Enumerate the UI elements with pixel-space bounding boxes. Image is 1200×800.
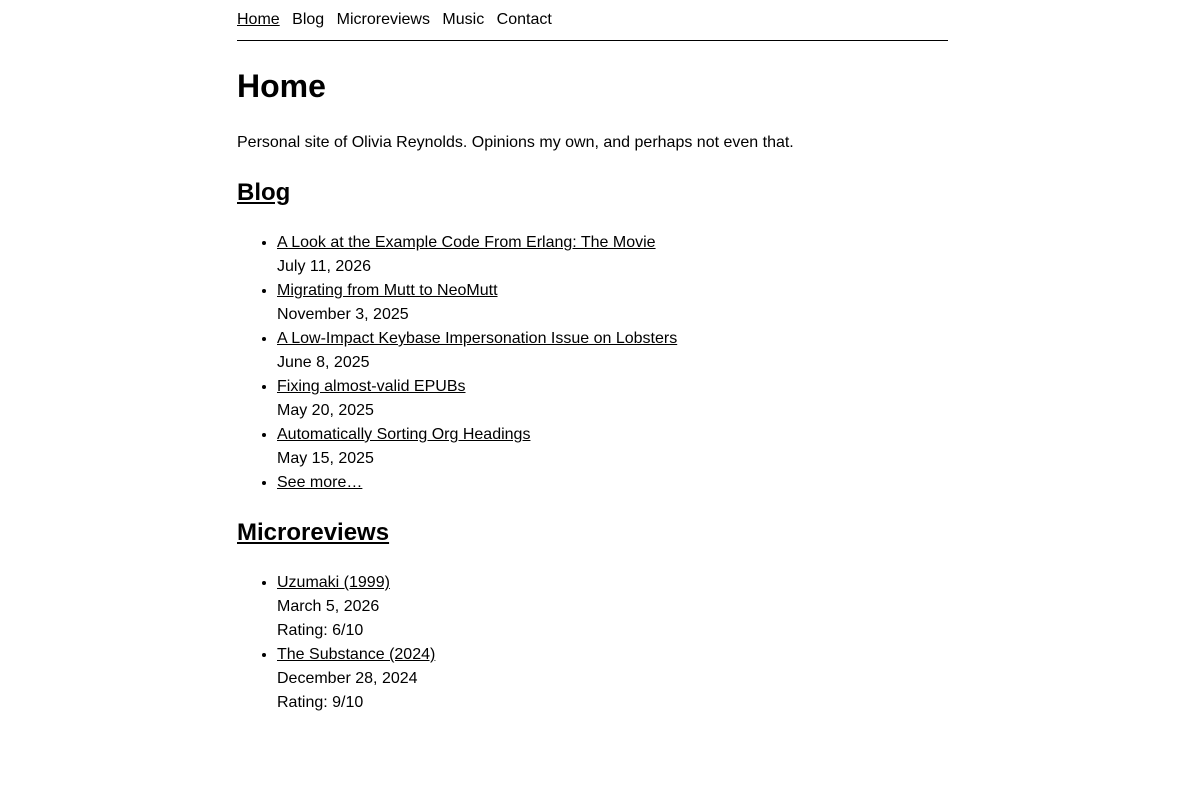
blog-post-link[interactable]: Fixing almost-valid EPUBs — [277, 378, 466, 395]
microreview-date: March 5, 2026 — [277, 598, 380, 615]
list-item — [277, 375, 677, 423]
blog-section-heading — [237, 179, 290, 207]
nav-link-music[interactable]: Music — [442, 11, 485, 28]
blog-post-list — [237, 231, 677, 495]
microreview-link[interactable]: Uzumaki (1999) — [277, 574, 390, 591]
list-item — [277, 643, 435, 715]
nav-link-blog[interactable]: Blog — [292, 11, 325, 28]
blog-post-link[interactable]: Automatically Sorting Org Headings — [277, 426, 531, 443]
page-title: Home — [237, 68, 326, 104]
blog-post-link[interactable]: A Look at the Example Code From Erlang: The Movie — [277, 234, 656, 251]
nav-link-home[interactable]: Home — [237, 11, 280, 28]
list-item — [277, 279, 677, 327]
nav-link-contact[interactable]: Contact — [496, 11, 552, 28]
microreviews-section-heading — [237, 519, 389, 547]
list-item — [277, 423, 677, 471]
blog-post-date: July 11, 2026 — [277, 258, 371, 275]
microreview-rating: Rating: 9/10 — [277, 694, 364, 711]
microreview-list — [237, 571, 435, 715]
list-item — [277, 327, 677, 375]
blog-heading-link[interactable]: Blog — [237, 179, 291, 206]
blog-post-date: November 3, 2025 — [277, 306, 409, 323]
microreview-link[interactable]: The Substance (2024) — [277, 646, 436, 663]
blog-post-link[interactable]: A Low-Impact Keybase Impersonation Issue on Lobsters — [277, 330, 678, 347]
page-container — [237, 0, 948, 711]
blog-post-link[interactable]: Migrating from Mutt to NeoMutt — [277, 282, 498, 299]
list-item — [277, 571, 435, 643]
list-item — [277, 471, 677, 495]
microreview-rating: Rating: 6/10 — [277, 622, 364, 639]
blog-post-date: June 8, 2025 — [277, 354, 370, 371]
site-intro: Personal site of Olivia Reynolds. Opinions my own, and perhaps not even that. — [237, 134, 794, 151]
microreview-date: December 28, 2024 — [277, 670, 418, 687]
list-item — [277, 231, 677, 279]
blog-post-date: May 20, 2025 — [277, 402, 374, 419]
nav-link-microreviews[interactable]: Microreviews — [336, 11, 430, 28]
microreviews-heading-link[interactable]: Microreviews — [237, 519, 390, 546]
blog-post-date: May 15, 2025 — [277, 450, 374, 467]
see-more-link[interactable]: See more… — [277, 474, 363, 491]
top-navigation — [237, 0, 948, 41]
